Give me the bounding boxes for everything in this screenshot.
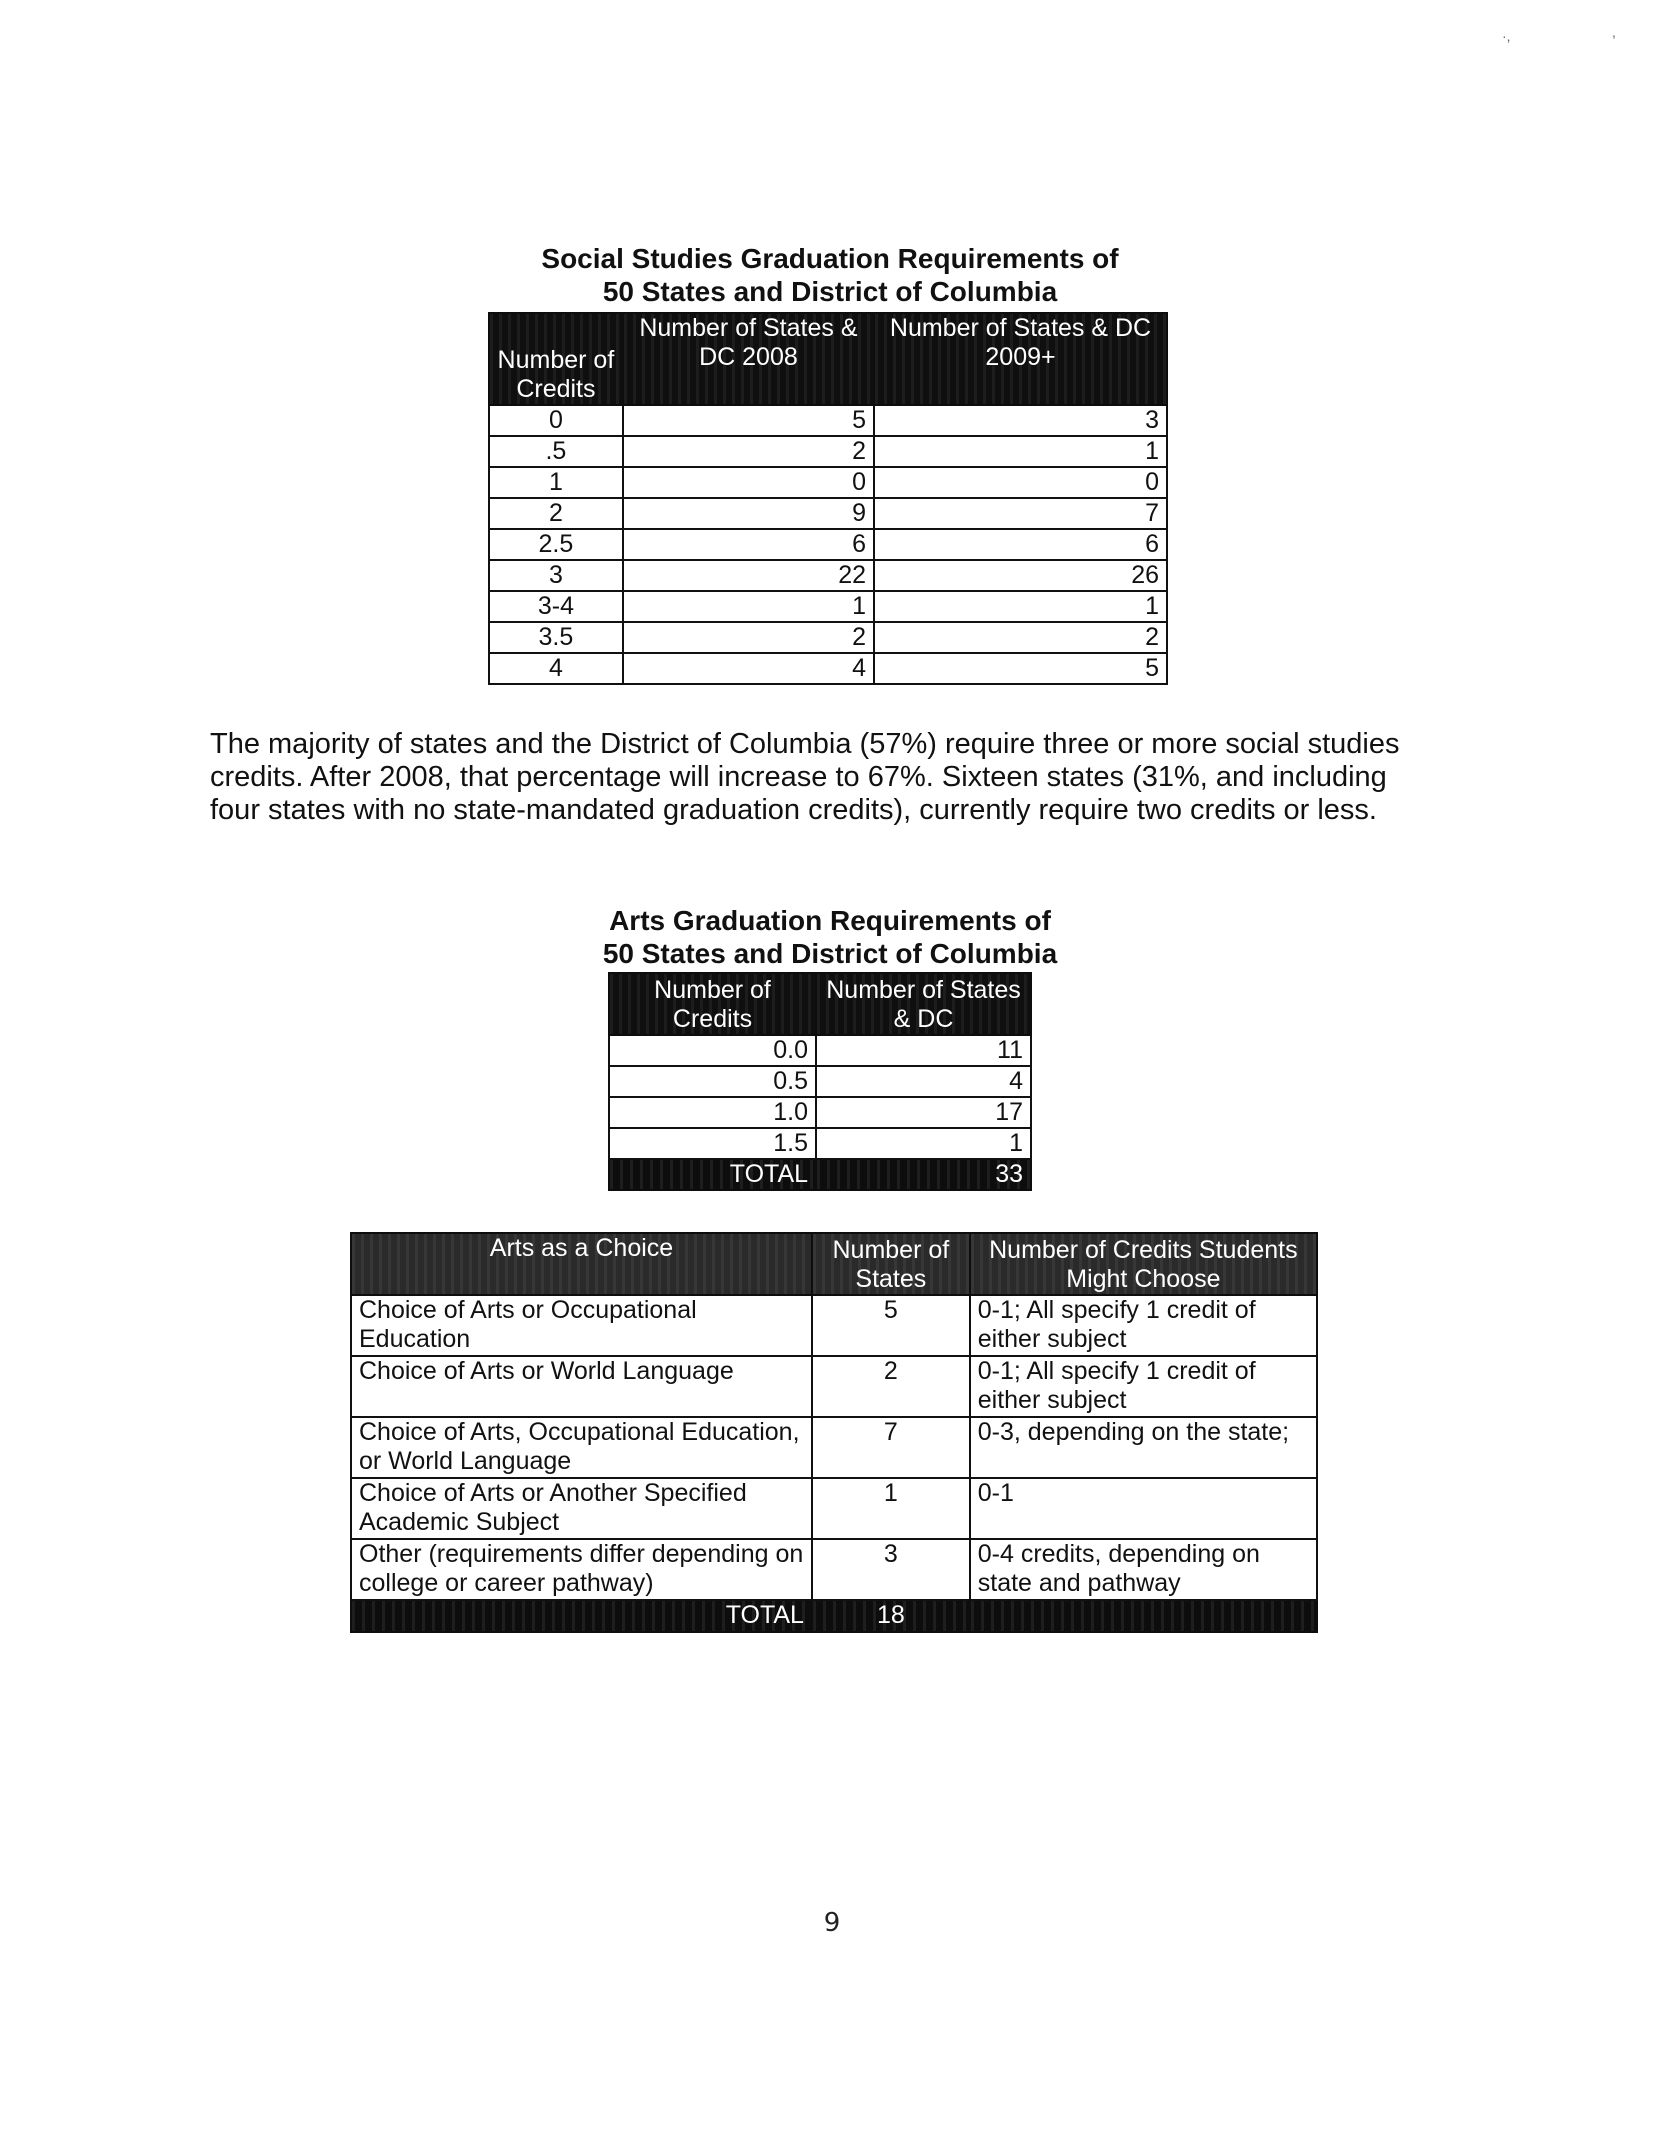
total-label: TOTAL: [609, 1159, 816, 1190]
states-cell: 1: [812, 1478, 970, 1539]
credits-cell: .5: [489, 436, 623, 467]
states-2008-cell: 1: [623, 591, 874, 622]
credits-cell: 1.5: [609, 1128, 816, 1159]
table-row: [351, 1356, 1317, 1417]
credits-cell: 3.5: [489, 622, 623, 653]
states-cell: 3: [812, 1539, 970, 1600]
states-cell: 5: [812, 1295, 970, 1356]
credits-choice-cell: 0-1: [970, 1478, 1317, 1539]
states-cell: 11: [816, 1035, 1031, 1066]
credits-choice-cell: 0-1; All specify 1 credit of either subject: [970, 1295, 1317, 1356]
arts-choice-cell: Other (requirements differ depending on college or career pathway): [351, 1539, 812, 1600]
social-studies-table-body: [489, 405, 1167, 684]
summary-paragraph: The majority of states and the District of Columbia (57%) require three or more social studies credits. After 2008, that percentage will increase to 67%. Sixteen states (31%, and including four states with no state-mandated graduation credits), currently require two credits or less.: [210, 728, 1400, 826]
states-cell: 17: [816, 1097, 1031, 1128]
arts-choice-cell: Choice of Arts, Occupational Education, or World Language: [351, 1417, 812, 1478]
col-header-2008: Number of States & DC 2008: [623, 313, 874, 405]
credits-cell: 3: [489, 560, 623, 591]
credits-cell: 3-4: [489, 591, 623, 622]
table-row: [351, 1417, 1317, 1478]
states-2008-cell: 2: [623, 622, 874, 653]
col-header-states: Number of States: [812, 1233, 970, 1295]
scan-speck: ,: [1612, 24, 1616, 40]
total-value: 18: [812, 1600, 970, 1632]
states-2009-cell: 1: [874, 436, 1167, 467]
table-row: [609, 1066, 1031, 1097]
table-header-row: [609, 973, 1031, 1035]
credits-cell: 2: [489, 498, 623, 529]
col-header-credits: Number of Credits: [489, 313, 623, 405]
credits-choice-cell: 0-4 credits, depending on state and pathway: [970, 1539, 1317, 1600]
states-2009-cell: 6: [874, 529, 1167, 560]
credits-choice-cell: 0-1; All specify 1 credit of either subject: [970, 1356, 1317, 1417]
credits-cell: 1.0: [609, 1097, 816, 1128]
states-cell: 7: [812, 1417, 970, 1478]
table-row: [489, 436, 1167, 467]
arts-credits-table: [608, 972, 1032, 1191]
states-2008-cell: 6: [623, 529, 874, 560]
table1-caption-line2: 50 States and District of Columbia: [602, 276, 1058, 307]
table-row: [351, 1539, 1317, 1600]
states-2009-cell: 7: [874, 498, 1167, 529]
table2-caption-line1: Arts Graduation Requirements of: [609, 905, 1051, 936]
table-row: [489, 529, 1167, 560]
table1-caption-line1: Social Studies Graduation Requirements of: [541, 243, 1119, 274]
states-2008-cell: 22: [623, 560, 874, 591]
arts-credits-table-body: [609, 1035, 1031, 1159]
scan-speck: ·,: [1502, 28, 1511, 44]
arts-as-choice-table-body: [351, 1295, 1317, 1600]
col-header-states: Number of States & DC: [816, 973, 1031, 1035]
states-2008-cell: 5: [623, 405, 874, 436]
credits-cell: 0: [489, 405, 623, 436]
states-2009-cell: 5: [874, 653, 1167, 684]
col-header-credits: Number of Credits Students Might Choose: [970, 1233, 1317, 1295]
arts-choice-cell: Choice of Arts or World Language: [351, 1356, 812, 1417]
states-2009-cell: 26: [874, 560, 1167, 591]
table-row: [351, 1478, 1317, 1539]
page-number: 9: [823, 1908, 841, 1938]
col-header-credits: Number of Credits: [609, 973, 816, 1035]
states-2008-cell: 4: [623, 653, 874, 684]
total-label: TOTAL: [351, 1600, 812, 1632]
table-header-row: [489, 313, 1167, 405]
states-2008-cell: 0: [623, 467, 874, 498]
states-cell: 1: [816, 1128, 1031, 1159]
col-header-2009: Number of States & DC 2009+: [874, 313, 1167, 405]
states-2008-cell: 2: [623, 436, 874, 467]
credits-cell: 0.0: [609, 1035, 816, 1066]
credits-cell: 4: [489, 653, 623, 684]
states-cell: 4: [816, 1066, 1031, 1097]
table-row: [489, 622, 1167, 653]
arts-choice-cell: Choice of Arts or Occupational Education: [351, 1295, 812, 1356]
table-row: [489, 591, 1167, 622]
table-row: [489, 405, 1167, 436]
credits-cell: 0.5: [609, 1066, 816, 1097]
states-2009-cell: 1: [874, 591, 1167, 622]
credits-cell: 1: [489, 467, 623, 498]
table-row: [489, 467, 1167, 498]
table-row: [609, 1035, 1031, 1066]
table2-caption: [560, 904, 1100, 970]
col-header-arts-choice: Arts as a Choice: [351, 1233, 812, 1295]
states-cell: 2: [812, 1356, 970, 1417]
total-row: [609, 1159, 1031, 1190]
states-2009-cell: 0: [874, 467, 1167, 498]
table-row: [489, 653, 1167, 684]
total-empty-cell: [970, 1600, 1317, 1632]
table-header-row: [351, 1233, 1317, 1295]
states-2008-cell: 9: [623, 498, 874, 529]
table1-caption: [440, 242, 1220, 308]
social-studies-table: [488, 312, 1168, 685]
table-row: [609, 1128, 1031, 1159]
table-row: [489, 560, 1167, 591]
states-2009-cell: 3: [874, 405, 1167, 436]
table2-caption-line2: 50 States and District of Columbia: [602, 938, 1058, 969]
credits-choice-cell: 0-3, depending on the state;: [970, 1417, 1317, 1478]
table-row: [489, 498, 1167, 529]
table-row: [351, 1295, 1317, 1356]
total-value: 33: [816, 1159, 1031, 1190]
table-row: [609, 1097, 1031, 1128]
total-row: [351, 1600, 1317, 1632]
credits-cell: 2.5: [489, 529, 623, 560]
arts-as-choice-table: [350, 1232, 1318, 1633]
arts-choice-cell: Choice of Arts or Another Specified Academic Subject: [351, 1478, 812, 1539]
states-2009-cell: 2: [874, 622, 1167, 653]
